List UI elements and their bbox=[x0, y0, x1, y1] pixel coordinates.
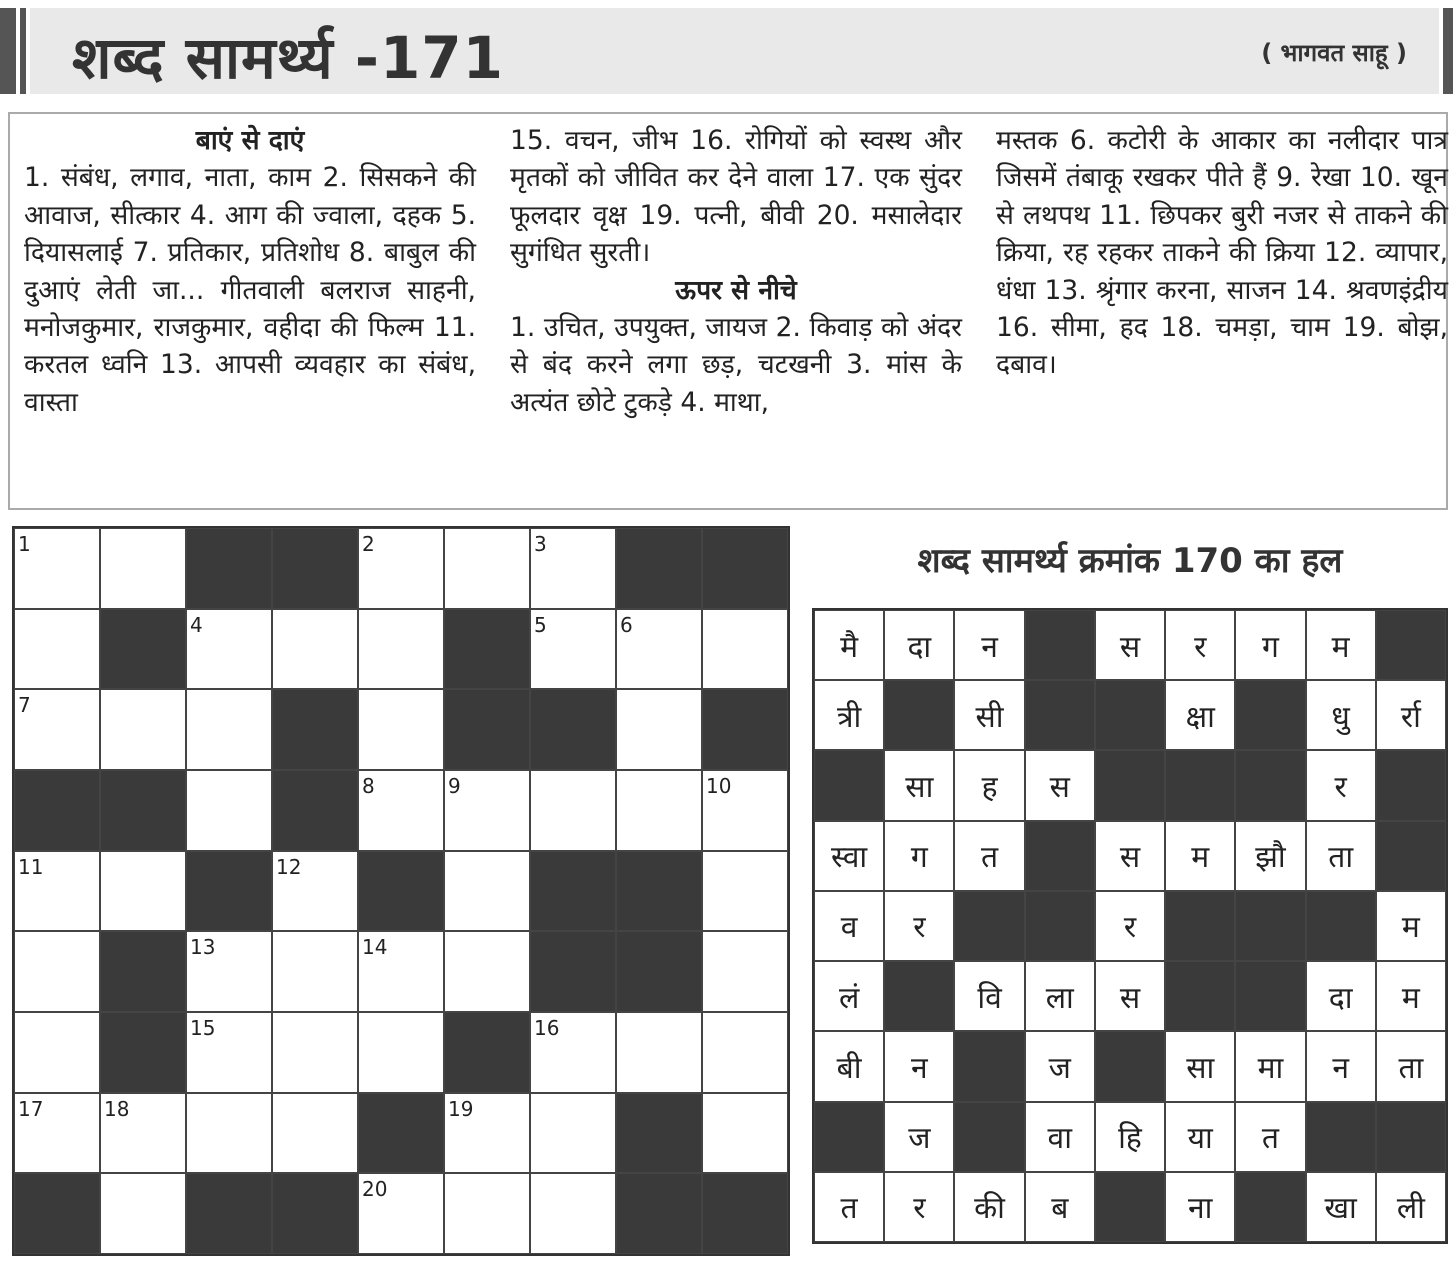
grid-cell-black bbox=[616, 1093, 702, 1174]
solution-cell-black bbox=[1306, 1102, 1376, 1172]
clue-number: 10 bbox=[706, 773, 732, 798]
solution-cell: स bbox=[1095, 961, 1165, 1031]
grid-cell-black bbox=[444, 1012, 530, 1093]
solution-cell: ज bbox=[1025, 1031, 1095, 1101]
across-clues-part-2: 15. वचन, जीभ 16. रोगियों को स्वस्थ और मृतकों को जीवित कर देने वाला 17. एक सुंदर फूलदार वृक्ष 19. पत्नी, बीवी 20. मसालेदार सुगंधित सुरती। bbox=[510, 125, 962, 269]
solution-cell-black bbox=[884, 680, 954, 750]
down-clues-part-1: 1. उचित, उपयुक्त, जायज 2. किवाड़ को अंदर से बंद करने लगा छड़, चटखनी 3. मांस के अत्यंत छोटे टुकड़े 4. माथा, bbox=[510, 312, 962, 418]
solution-cell: त bbox=[954, 821, 1024, 891]
solution-cell: ज bbox=[884, 1102, 954, 1172]
clue-number: 16 bbox=[534, 1015, 560, 1040]
grid-cell-black bbox=[186, 851, 272, 932]
grid-cell[interactable] bbox=[358, 1012, 444, 1093]
solution-cell-black bbox=[1235, 680, 1305, 750]
grid-cell[interactable] bbox=[702, 609, 788, 690]
header-right-bar bbox=[1443, 8, 1453, 94]
solution-cell: र bbox=[884, 1172, 954, 1242]
grid-cell[interactable] bbox=[272, 1012, 358, 1093]
solution-cell-black bbox=[1235, 961, 1305, 1031]
grid-cell-black bbox=[530, 931, 616, 1012]
grid-cell[interactable] bbox=[14, 931, 100, 1012]
solution-cell: न bbox=[1306, 1031, 1376, 1101]
solution-cell: मा bbox=[1235, 1031, 1305, 1101]
clue-number: 1 bbox=[18, 532, 31, 556]
grid-cell[interactable] bbox=[530, 528, 616, 609]
solution-cell: ता bbox=[1306, 821, 1376, 891]
solution-cell-black bbox=[1095, 1172, 1165, 1242]
solution-cell: सा bbox=[884, 750, 954, 820]
grid-cell[interactable] bbox=[358, 609, 444, 690]
clue-number: 12 bbox=[276, 854, 302, 879]
grid-cell[interactable] bbox=[616, 770, 702, 851]
solution-cell-black bbox=[1095, 1031, 1165, 1101]
solution-cell-black bbox=[1306, 891, 1376, 961]
grid-cell[interactable] bbox=[186, 1012, 272, 1093]
solution-cell-black bbox=[1165, 750, 1235, 820]
clue-number: 8 bbox=[362, 773, 375, 798]
solution-cell: व bbox=[814, 891, 884, 961]
grid-cell-black bbox=[272, 1173, 358, 1254]
solution-cell: मै bbox=[814, 610, 884, 680]
solution-cell: खा bbox=[1306, 1172, 1376, 1242]
grid-cell[interactable] bbox=[444, 931, 530, 1012]
grid-cell[interactable] bbox=[186, 931, 272, 1012]
grid-cell-black bbox=[530, 689, 616, 770]
grid-cell[interactable] bbox=[14, 609, 100, 690]
grid-cell-black bbox=[14, 1173, 100, 1254]
solution-cell-black bbox=[1165, 961, 1235, 1031]
grid-cell-black bbox=[616, 851, 702, 932]
grid-cell[interactable] bbox=[272, 1093, 358, 1174]
clue-number: 19 bbox=[448, 1096, 474, 1121]
grid-cell[interactable] bbox=[358, 770, 444, 851]
header-left-bar-thin bbox=[20, 8, 26, 94]
solution-cell: स bbox=[1095, 821, 1165, 891]
solution-cell: र bbox=[1165, 610, 1235, 680]
grid-cell[interactable] bbox=[530, 1173, 616, 1254]
grid-cell-black bbox=[272, 689, 358, 770]
grid-cell[interactable] bbox=[702, 770, 788, 851]
solution-cell-black bbox=[1376, 610, 1446, 680]
solution-cell-black bbox=[1025, 610, 1095, 680]
solution-cell-black bbox=[1165, 891, 1235, 961]
solution-cell: वि bbox=[954, 961, 1024, 1031]
solution-cell: या bbox=[1165, 1102, 1235, 1172]
solution-cell: स्वा bbox=[814, 821, 884, 891]
clue-number: 11 bbox=[18, 854, 44, 879]
grid-cell-black bbox=[444, 689, 530, 770]
solution-cell: दा bbox=[1306, 961, 1376, 1031]
solution-cell-black bbox=[1235, 891, 1305, 961]
grid-cell[interactable] bbox=[530, 1093, 616, 1174]
grid-cell-black bbox=[444, 609, 530, 690]
clues-box bbox=[8, 112, 1448, 510]
clue-number: 6 bbox=[620, 612, 633, 637]
solution-cell-black bbox=[1376, 750, 1446, 820]
grid-cell-black bbox=[530, 851, 616, 932]
solution-cell: धु bbox=[1306, 680, 1376, 750]
grid-cell[interactable] bbox=[100, 1173, 186, 1254]
solution-cell: ग bbox=[1235, 610, 1305, 680]
grid-cell-black bbox=[14, 770, 100, 851]
clue-number: 4 bbox=[190, 612, 203, 637]
grid-cell[interactable] bbox=[358, 931, 444, 1012]
solution-cell: ग bbox=[884, 821, 954, 891]
clue-number: 18 bbox=[104, 1096, 130, 1121]
solution-title: शब्द सामर्थ्य क्रमांक 170 का हल bbox=[917, 541, 1343, 581]
grid-cell-black bbox=[272, 770, 358, 851]
solution-cell: म bbox=[1376, 891, 1446, 961]
solution-cell-black bbox=[1095, 750, 1165, 820]
crossword-grid bbox=[12, 526, 790, 1256]
grid-cell[interactable] bbox=[14, 689, 100, 770]
solution-cell-black bbox=[954, 891, 1024, 961]
grid-cell[interactable] bbox=[530, 609, 616, 690]
grid-cell[interactable] bbox=[444, 1093, 530, 1174]
solution-cell-black bbox=[1025, 821, 1095, 891]
grid-cell[interactable] bbox=[358, 689, 444, 770]
down-clues-part-2: मस्तक 6. कटोरी के आकार का नलीदार पात्र जिसमें तंबाकू रखकर पीते हैं 9. रेखा 10. खून से लथपथ 11. छिपकर बुरी नजर से ताकने की क्रिया, रह रहकर ताकने की क्रिया 12. व्यापार, धंधा 13. श्रृंगार करना, साजन 14. श्रवणइंद्रीय 16. सीमा, हद 18. चमड़ा, चाम 19. बोझ, दबाव। bbox=[996, 125, 1448, 381]
solution-cell: र bbox=[884, 891, 954, 961]
grid-cell[interactable] bbox=[100, 689, 186, 770]
grid-cell[interactable] bbox=[702, 931, 788, 1012]
grid-cell-black bbox=[358, 1093, 444, 1174]
clue-number: 14 bbox=[362, 935, 388, 960]
solution-cell: म bbox=[1306, 610, 1376, 680]
across-clues-part-1: 1. संबंध, लगाव, नाता, काम 2. सिसकने की आवाज, सीत्कार 4. आग की ज्वाला, दहक 5. दियासलाई 7. प्रतिकार, प्रतिशोध 8. बाबुल की दुआएं लेती जा... गीतवाली बलराज साहनी, मनोजकुमार, राजकुमार, वहीदा की फिल्म 11. करतल ध्वनि 13. आपसी व्यवहार का संबंध, वास्ता bbox=[24, 162, 476, 418]
solution-cell: बी bbox=[814, 1031, 884, 1101]
clues-column-3 bbox=[996, 122, 1448, 384]
grid-cell-black bbox=[100, 770, 186, 851]
solution-cell-black bbox=[1025, 680, 1095, 750]
solution-cell: दा bbox=[884, 610, 954, 680]
grid-cell-black bbox=[616, 931, 702, 1012]
solution-cell: ना bbox=[1165, 1172, 1235, 1242]
grid-cell-black bbox=[186, 1173, 272, 1254]
solution-cell-black bbox=[954, 1102, 1024, 1172]
solution-cell: र्रा bbox=[1376, 680, 1446, 750]
solution-cell: ब bbox=[1025, 1172, 1095, 1242]
grid-cell[interactable] bbox=[444, 528, 530, 609]
solution-cell-black bbox=[954, 1031, 1024, 1101]
grid-cell-black bbox=[702, 1173, 788, 1254]
solution-cell: की bbox=[954, 1172, 1024, 1242]
solution-cell: स bbox=[1095, 610, 1165, 680]
grid-cell-black bbox=[100, 931, 186, 1012]
clue-number: 2 bbox=[362, 532, 375, 556]
grid-cell[interactable] bbox=[616, 689, 702, 770]
grid-cell[interactable] bbox=[358, 528, 444, 609]
clues-column-2 bbox=[510, 122, 962, 421]
grid-cell[interactable] bbox=[530, 770, 616, 851]
solution-cell-black bbox=[1235, 1172, 1305, 1242]
header-band bbox=[0, 8, 1453, 94]
solution-cell: ता bbox=[1376, 1031, 1446, 1101]
grid-cell[interactable] bbox=[186, 689, 272, 770]
clue-number: 13 bbox=[190, 935, 216, 960]
solution-cell-black bbox=[1095, 680, 1165, 750]
grid-cell[interactable] bbox=[186, 1093, 272, 1174]
solution-cell: म bbox=[1165, 821, 1235, 891]
solution-cell: र bbox=[1095, 891, 1165, 961]
clue-number: 5 bbox=[534, 612, 547, 637]
solution-cell: झौ bbox=[1235, 821, 1305, 891]
grid-cell[interactable] bbox=[272, 931, 358, 1012]
solution-cell: न bbox=[954, 610, 1024, 680]
grid-cell[interactable] bbox=[14, 851, 100, 932]
grid-cell-black bbox=[702, 689, 788, 770]
solution-cell: त bbox=[814, 1172, 884, 1242]
solution-cell-black bbox=[814, 1102, 884, 1172]
clues-column-1 bbox=[24, 122, 476, 421]
grid-cell[interactable] bbox=[702, 1093, 788, 1174]
grid-cell[interactable] bbox=[272, 851, 358, 932]
across-heading: बाएं से दाएं bbox=[195, 125, 305, 156]
header-left-bar bbox=[0, 8, 16, 94]
solution-cell: त bbox=[1235, 1102, 1305, 1172]
clue-number: 15 bbox=[190, 1015, 216, 1040]
grid-cell-black bbox=[358, 851, 444, 932]
solution-cell-black bbox=[814, 750, 884, 820]
solution-cell-black bbox=[1025, 891, 1095, 961]
grid-cell[interactable] bbox=[444, 851, 530, 932]
solution-cell: ली bbox=[1376, 1172, 1446, 1242]
grid-cell[interactable] bbox=[444, 770, 530, 851]
grid-cell[interactable] bbox=[100, 1093, 186, 1174]
grid-cell[interactable] bbox=[358, 1173, 444, 1254]
solution-cell: र bbox=[1306, 750, 1376, 820]
grid-cell-black bbox=[100, 1012, 186, 1093]
grid-cell[interactable] bbox=[702, 851, 788, 932]
grid-cell-black bbox=[186, 528, 272, 609]
solution-cell: ला bbox=[1025, 961, 1095, 1031]
solution-cell: न bbox=[884, 1031, 954, 1101]
grid-cell[interactable] bbox=[100, 528, 186, 609]
grid-cell[interactable] bbox=[616, 609, 702, 690]
solution-cell: सा bbox=[1165, 1031, 1235, 1101]
grid-cell[interactable] bbox=[444, 1173, 530, 1254]
clue-number: 7 bbox=[18, 693, 31, 718]
grid-cell[interactable] bbox=[14, 528, 100, 609]
solution-cell-black bbox=[1376, 821, 1446, 891]
grid-cell-black bbox=[616, 1173, 702, 1254]
solution-cell: क्षा bbox=[1165, 680, 1235, 750]
clue-number: 17 bbox=[18, 1096, 44, 1121]
solution-cell: वा bbox=[1025, 1102, 1095, 1172]
clue-number: 3 bbox=[534, 532, 547, 556]
solution-cell-black bbox=[1235, 750, 1305, 820]
grid-cell[interactable] bbox=[100, 851, 186, 932]
grid-cell[interactable] bbox=[530, 1012, 616, 1093]
grid-cell-black bbox=[272, 528, 358, 609]
grid-cell[interactable] bbox=[14, 1012, 100, 1093]
solution-cell: लं bbox=[814, 961, 884, 1031]
solution-cell: म bbox=[1376, 961, 1446, 1031]
grid-cell[interactable] bbox=[616, 1012, 702, 1093]
grid-cell[interactable] bbox=[186, 609, 272, 690]
solution-cell-black bbox=[1376, 1102, 1446, 1172]
clue-number: 20 bbox=[362, 1177, 388, 1202]
clue-number: 9 bbox=[448, 773, 461, 798]
solution-cell: स bbox=[1025, 750, 1095, 820]
grid-cell[interactable] bbox=[272, 609, 358, 690]
grid-cell-black bbox=[100, 609, 186, 690]
solution-cell: त्री bbox=[814, 680, 884, 750]
author-credit: ( भागवत साहू ) bbox=[1261, 39, 1407, 67]
solution-cell: सी bbox=[954, 680, 1024, 750]
grid-cell[interactable] bbox=[702, 1012, 788, 1093]
solution-cell: ह bbox=[954, 750, 1024, 820]
solution-cell-black bbox=[884, 961, 954, 1031]
solution-cell: हि bbox=[1095, 1102, 1165, 1172]
down-heading: ऊपर से नीचे bbox=[675, 274, 797, 306]
grid-cell-black bbox=[702, 528, 788, 609]
solution-grid bbox=[812, 608, 1448, 1244]
page-title: शब्द सामर्थ्य -171 bbox=[72, 24, 505, 92]
grid-cell[interactable] bbox=[14, 1093, 100, 1174]
grid-cell-black bbox=[616, 528, 702, 609]
grid-cell[interactable] bbox=[186, 770, 272, 851]
